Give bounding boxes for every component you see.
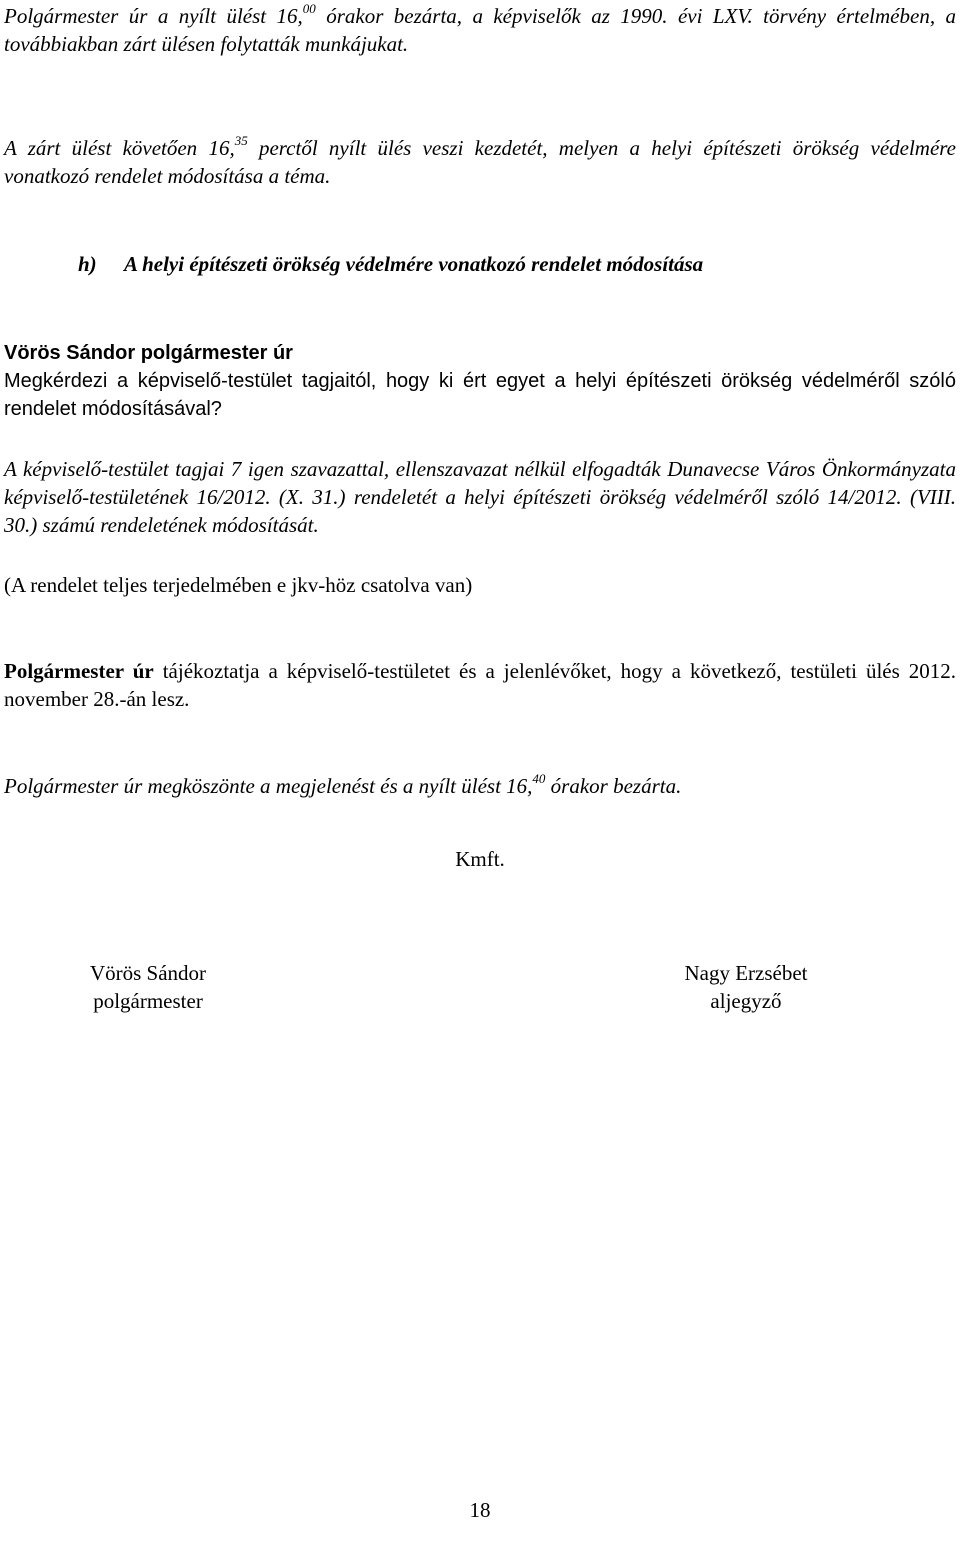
p1-text-end: órakor bezárta, a képviselők az 1990. évi LXV. törvény értelmében, a továbbiakban zárt ülésen folytatták munkájukat. <box>4 4 956 56</box>
signature-left <box>0 959 298 1015</box>
signer-left-name: Vörös Sándor <box>89 961 207 985</box>
kmft-label: Kmft. <box>455 847 505 871</box>
speaker-name: Vörös Sándor polgármester úr <box>4 342 293 364</box>
attachment-note: (A rendelet teljes terjedelmében e jkv-höz csatolva van) <box>4 573 473 597</box>
info-speaker: Polgármester úr <box>4 659 154 683</box>
info-paragraph <box>4 657 956 713</box>
p2-text-end: perctől nyílt ülés veszi kezdetét, melyen a helyi építészeti örökség védelmére vonatkozó rendelet módosítása a téma. <box>4 136 956 188</box>
paragraph-session-closed <box>4 2 956 58</box>
p1-text-start: Polgármester úr a nyílt ülést 16, <box>4 4 303 28</box>
p2-text-start: A zárt ülést követően 16, <box>4 136 235 160</box>
p1-time-sup: 00 <box>302 1 316 16</box>
signature-right <box>596 959 896 1015</box>
closing-time-sup: 40 <box>532 771 546 786</box>
signer-right-role: aljegyző <box>710 989 782 1013</box>
decision-paragraph: A képviselő-testület tagjai 7 igen szavazattal, ellenszavazat nélkül elfogadták Dunavecse Város Önkormányzata képviselő-testületének 16/2012. (X. 31.) rendeletét a helyi építészeti örökség védelméről szóló 14/2012. (VIII. 30.) számú rendeletének módosítását. <box>4 457 956 537</box>
closing-paragraph <box>4 772 956 800</box>
signer-left-role: polgármester <box>93 989 203 1013</box>
agenda-letter: h) <box>78 252 97 276</box>
agenda-heading <box>78 250 948 278</box>
p2-time-sup: 35 <box>234 133 248 148</box>
question-paragraph: Megkérdezi a képviselő-testület tagjaitól, hogy ki ért egyet a helyi építészeti örökség védelméről szóló rendelet módosításával? <box>4 370 956 420</box>
agenda-title: A helyi építészeti örökség védelmére vonatkozó rendelet módosítása <box>124 252 704 276</box>
closing-text-start: Polgármester úr megköszönte a megjelenést és a nyílt ülést 16, <box>4 774 533 798</box>
paragraph-open-session <box>4 134 956 190</box>
page-number: 18 <box>469 1498 491 1522</box>
closing-text-end: órakor bezárta. <box>545 774 682 798</box>
signer-right-name: Nagy Erzsébet <box>684 961 808 985</box>
info-text: tájékoztatja a képviselő-testületet és a jelenlévőket, hogy a következő, testületi ülés 2012. november 28.-án lesz. <box>4 659 956 711</box>
